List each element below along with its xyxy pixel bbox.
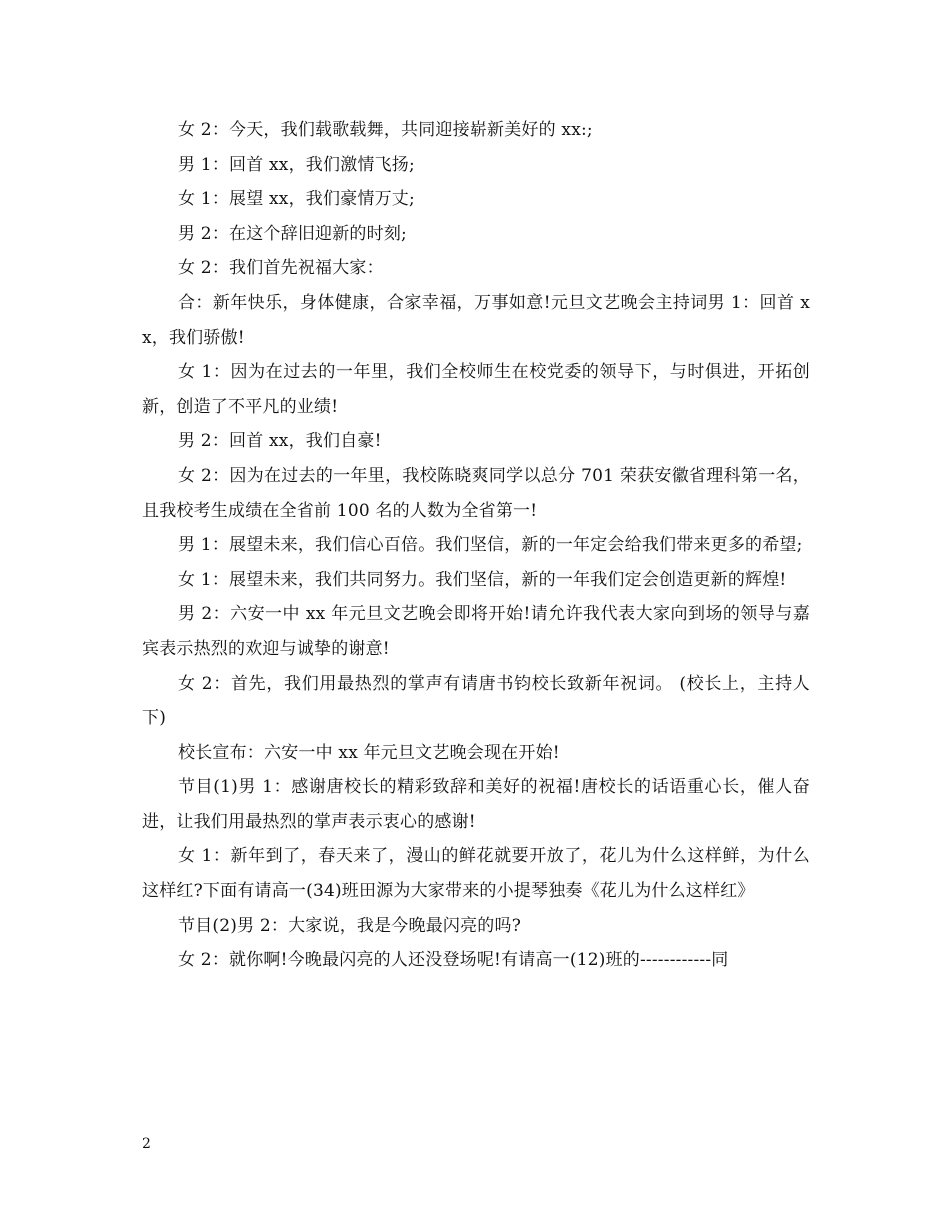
paragraph-3: 女 1：展望 xx，我们豪情万丈; xyxy=(178,189,415,210)
paragraph-15: 节目(1)男 1：感谢唐校长的精彩致辞和美好的祝福!唐校长的话语重心长，催人奋进，让我们用最热烈的掌声表示衷心的感谢! xyxy=(142,777,810,832)
paragraph-17: 节目(2)男 2：大家说，我是今晚最闪亮的吗? xyxy=(178,915,522,936)
paragraph-5: 女 2：我们首先祝福大家： xyxy=(178,258,384,279)
paragraph-10: 男 1：展望未来，我们信心百倍。我们坚信，新的一年定会给我们带来更多的希望; xyxy=(178,535,803,556)
document-body xyxy=(142,113,810,978)
paragraph-14: 校长宣布：六安一中 xx 年元旦文艺晚会现在开始! xyxy=(178,742,560,763)
paragraph-13: 女 2：首先，我们用最热烈的掌声有请唐书钧校长致新年祝词。 (校长上，主持人下) xyxy=(142,673,810,729)
paragraph-1: 女 2：今天，我们载歌载舞，共同迎接崭新美好的 xx:; xyxy=(178,120,593,140)
paragraph-11: 女 1：展望未来，我们共同努力。我们坚信，新的一年我们定会创造更新的辉煌! xyxy=(178,569,787,590)
paragraph-16: 女 1：新年到了，春天来了，漫山的鲜花就要开放了，花儿为什么这样鲜，为什么这样红?下面有请高一(34)班田源为大家带来的小提琴独奏《花儿为什么这样红》 xyxy=(142,846,810,902)
paragraph-6: 合：新年快乐，身体健康，合家幸福，万事如意!元旦文艺晚会主持词男 1：回首 xx，我们骄傲! xyxy=(142,292,810,348)
paragraph-12: 男 2：六安一中 xx 年元旦文艺晚会即将开始!请允许我代表大家向到场的领导与嘉宾表示热烈的欢迎与诚挚的谢意! xyxy=(142,604,810,659)
paragraph-7: 女 1：因为在过去的一年里，我们全校师生在校党委的领导下，与时俱进，开拓创新，创造了不平凡的业绩! xyxy=(142,362,810,417)
paragraph-9: 女 2：因为在过去的一年里，我校陈晓爽同学以总分 701 荣获安徽省理科第一名，且我校考生成绩在全省前 100 名的人数为全省第一! xyxy=(142,465,810,521)
paragraph-2: 男 1：回首 xx，我们激情飞扬; xyxy=(178,154,415,175)
paragraph-18: 女 2：就你啊!今晚最闪亮的人还没登场呢!有请高一(12)班的------------同 xyxy=(178,950,729,971)
paragraph-4: 男 2：在这个辞旧迎新的时刻; xyxy=(178,223,407,244)
page-number: 2 xyxy=(142,1136,151,1152)
paragraph-8: 男 2：回首 xx，我们自豪! xyxy=(178,431,382,452)
